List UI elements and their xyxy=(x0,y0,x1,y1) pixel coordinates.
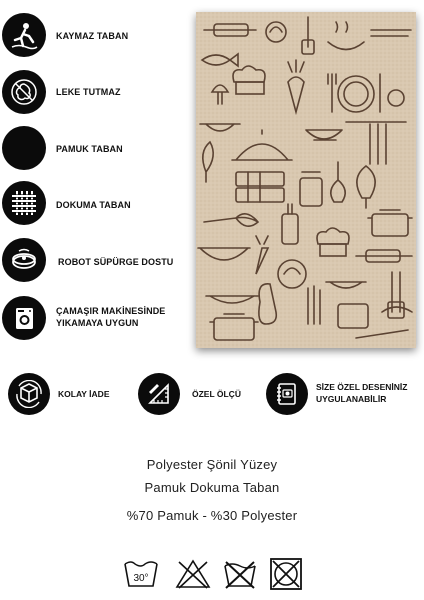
wash-30-icon xyxy=(123,558,159,590)
feature-label-woven-base: DOKUMA TABAN xyxy=(56,200,131,210)
rug-product-image xyxy=(196,12,416,348)
easy-return-icon xyxy=(8,373,50,415)
feature-label-washing-machine-line2: YIKAMAYA UYGUN xyxy=(56,318,139,328)
robot-vacuum-icon xyxy=(2,238,46,282)
feature-label-non-slip: KAYMAZ TABAN xyxy=(56,31,129,41)
non-slip-icon xyxy=(2,13,46,57)
bottom-label-custom-design xyxy=(316,381,407,405)
bottom-label-custom-size: ÖZEL ÖLÇÜ xyxy=(192,389,241,399)
spec-composition: %70 Pamuk - %30 Polyester xyxy=(126,508,298,523)
no-dry-clean-icon xyxy=(268,558,304,590)
bottom-label-custom-design-line1: SİZE ÖZEL DESENİNİZ xyxy=(316,382,408,392)
feature-label-washing-machine xyxy=(56,305,165,329)
cotton-base-icon xyxy=(2,126,46,170)
feature-label-washing-machine-line1: ÇAMAŞIR MAKİNESİNDE xyxy=(56,306,166,316)
no-bleach-icon xyxy=(175,558,211,590)
custom-design-icon xyxy=(266,373,308,415)
wash-temp-label: 30° xyxy=(133,573,149,584)
feature-label-stain-proof: LEKE TUTMAZ xyxy=(56,87,121,97)
no-tumble-dry-icon xyxy=(222,558,258,590)
washing-machine-icon xyxy=(2,296,46,340)
spec-base: Pamuk Dokuma Taban xyxy=(144,480,280,495)
custom-size-icon xyxy=(138,373,180,415)
stain-proof-icon xyxy=(2,70,46,114)
woven-base-icon xyxy=(2,181,46,225)
feature-label-robot-vacuum: ROBOT SÜPÜRGE DOSTU xyxy=(58,257,174,267)
spec-surface: Polyester Şönil Yüzey xyxy=(146,457,278,472)
feature-label-cotton-base: PAMUK TABAN xyxy=(56,144,123,154)
bottom-label-custom-design-line2: UYGULANABİLİR xyxy=(316,394,387,404)
bottom-label-easy-return: KOLAY İADE xyxy=(58,389,110,399)
